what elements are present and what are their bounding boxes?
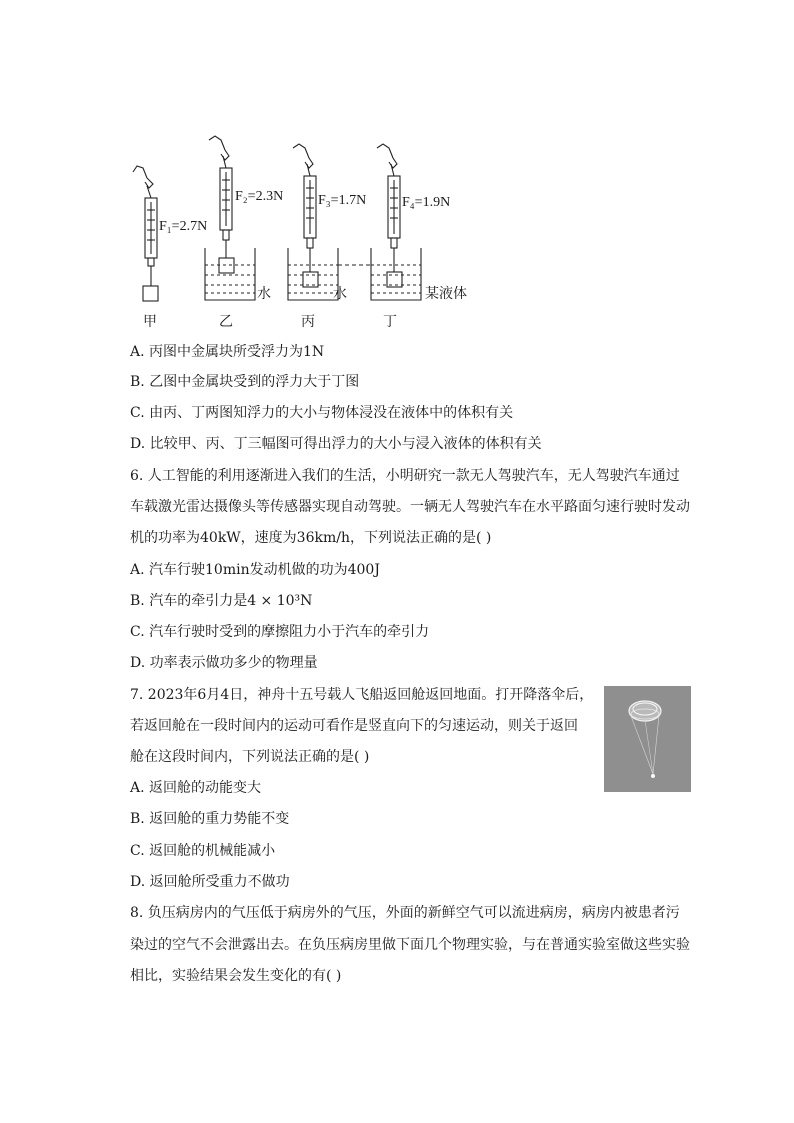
parachute-photo [604,686,691,792]
q7-stem-line-2: 若返回舱在一段时间内的运动可看作是竖直向下的匀速运动，则关于返回 [130,718,578,734]
label-f4: F₄=1.9N [402,195,451,210]
q5-option-d: D. 比较甲、丙、丁三幅图可得出浮力的大小与浸入液体的体积有关 [130,436,542,452]
q7-option-c: C. 返回舱的机械能减小 [130,843,276,859]
q6-option-c: C. 汽车行驶时受到的摩擦阻力小于汽车的牵引力 [130,624,430,640]
label-ding: 丁 [383,315,397,330]
scale-jia [133,166,158,301]
q5-option-a: A. 丙图中金属块所受浮力为1N [130,344,325,360]
q7-option-a: A. 返回舱的动能变大 [130,780,262,796]
q6-stem-line-2: 车载激光雷达摄像头等传感器实现自动驾驶。一辆无人驾驶汽车在水平路面匀速行驶时发动 [130,499,690,515]
q8-stem-line-2: 染过的空气不会泄露出去。在负压病房里做下面几个物理实验，与在普通实验室做这些实验 [130,937,690,953]
scale-ding [371,144,421,300]
label-f2: F₂=2.3N [235,189,284,204]
q5-option-c: C. 由丙、丁两图知浮力的大小与物体浸没在液体中的体积有关 [130,405,514,421]
label-jia: 甲 [143,315,157,330]
scale-bing [288,144,371,300]
scale-yi [205,136,255,300]
label-f3: F₃=1.7N [318,193,367,208]
q6-stem-line-3: 机的功率为40kW，速度为36km/h，下列说法正确的是( ) [130,530,492,546]
q6-stem-line-1: 6. 人工智能的利用逐渐进入我们的生活，小明研究一款无人驾驶汽车，无人驾驶汽车通过 [130,468,680,484]
label-liquid-ding: 某液体 [425,287,467,302]
q8-stem-line-1: 8. 负压病房内的气压低于病房外的气压，外面的新鲜空气可以流进病房，病房内被患者污 [130,905,680,921]
label-f1: F₁=2.7N [159,219,208,234]
q6-option-b: B. 汽车的牵引力是4 × 10³N [130,593,313,609]
label-bing: 丙 [301,315,315,330]
q7-option-b: B. 返回舱的重力势能不变 [130,811,290,827]
buoyancy-experiment-figure [125,130,485,335]
q6-option-a: A. 汽车行驶10min发动机做的功为400J [130,562,380,578]
q7-stem-line-1: 7. 2023年6月4日，神舟十五号载人飞船返回舱返回地面。打开降落伞后， [130,687,594,703]
label-yi: 乙 [219,315,233,330]
label-water-bing: 水 [333,287,347,302]
parachute-icon [604,686,691,792]
q7-stem-line-3: 舱在这段时间内，下列说法正确的是( ) [130,749,370,765]
q7-option-d: D. 返回舱所受重力不做功 [130,874,290,890]
q6-option-d: D. 功率表示做功多少的物理量 [130,655,318,671]
q8-stem-line-3: 相比，实验结果会发生变化的有( ) [130,968,342,984]
q5-option-b: B. 乙图中金属块受到的浮力大于丁图 [130,374,360,390]
label-water-yi: 水 [257,287,271,302]
